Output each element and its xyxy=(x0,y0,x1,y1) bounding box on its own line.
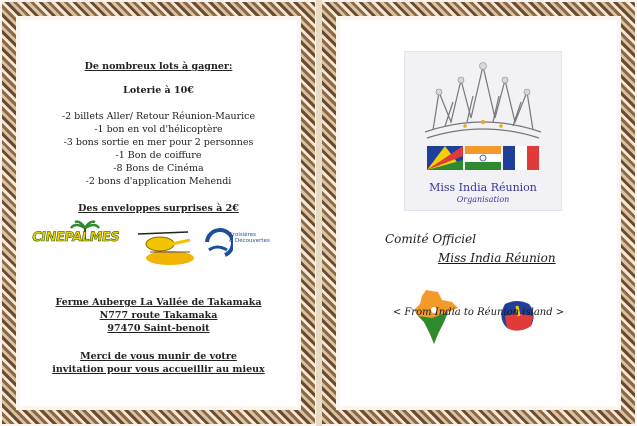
flags xyxy=(425,146,541,170)
prize-item: -3 bons sortie en mer pour 2 personnes xyxy=(63,137,254,148)
prize-item: -1 Bon de coiffure xyxy=(115,150,202,161)
prize-item: -2 bons d'application Mehendi xyxy=(85,176,232,187)
cinepalmes-logo: CINEPALMES xyxy=(30,230,121,245)
comite-line-1: Comité Officiel xyxy=(385,232,477,246)
closing-line: Merci de vous munir de votre xyxy=(80,351,237,362)
prize-list xyxy=(20,110,297,188)
org-name: Miss India Réunion xyxy=(429,181,537,194)
address-line: 97470 Saint-benoit xyxy=(107,323,210,334)
address-line: Ferme Auberge La Vallée de Takamaka xyxy=(55,297,262,308)
slogan: < From India to Réunion island > xyxy=(392,307,565,318)
prizes-heading: De nombreux lots à gagner: xyxy=(84,61,233,72)
comite-line-2: Miss India Réunion xyxy=(438,251,556,265)
org-subtitle: Organisation xyxy=(456,195,510,204)
loterie-label: Loterie à 10€ xyxy=(123,85,194,96)
croisieres-logo xyxy=(203,224,275,270)
center-fold xyxy=(316,0,322,426)
closing-message xyxy=(20,350,297,376)
organisation-logo-card xyxy=(405,52,561,210)
envelopes-label: Des enveloppes surprises à 2€ xyxy=(78,203,239,214)
helicopter-logo xyxy=(130,222,200,268)
flags-icon xyxy=(425,146,541,170)
prize-item: -1 bon en vol d'hélicoptère xyxy=(94,124,223,135)
prize-item: -8 Bons de Cinéma xyxy=(113,163,204,174)
prize-item: -2 billets Aller/ Retour Réunion-Maurice xyxy=(61,111,256,122)
croisieres-label: Croisières & Découvertes xyxy=(229,232,270,244)
closing-line: invitation pour vous accueillir au mieux xyxy=(52,364,265,375)
left-content xyxy=(20,20,297,406)
address-line: N777 route Takamaka xyxy=(99,310,218,321)
address-block xyxy=(20,296,297,335)
